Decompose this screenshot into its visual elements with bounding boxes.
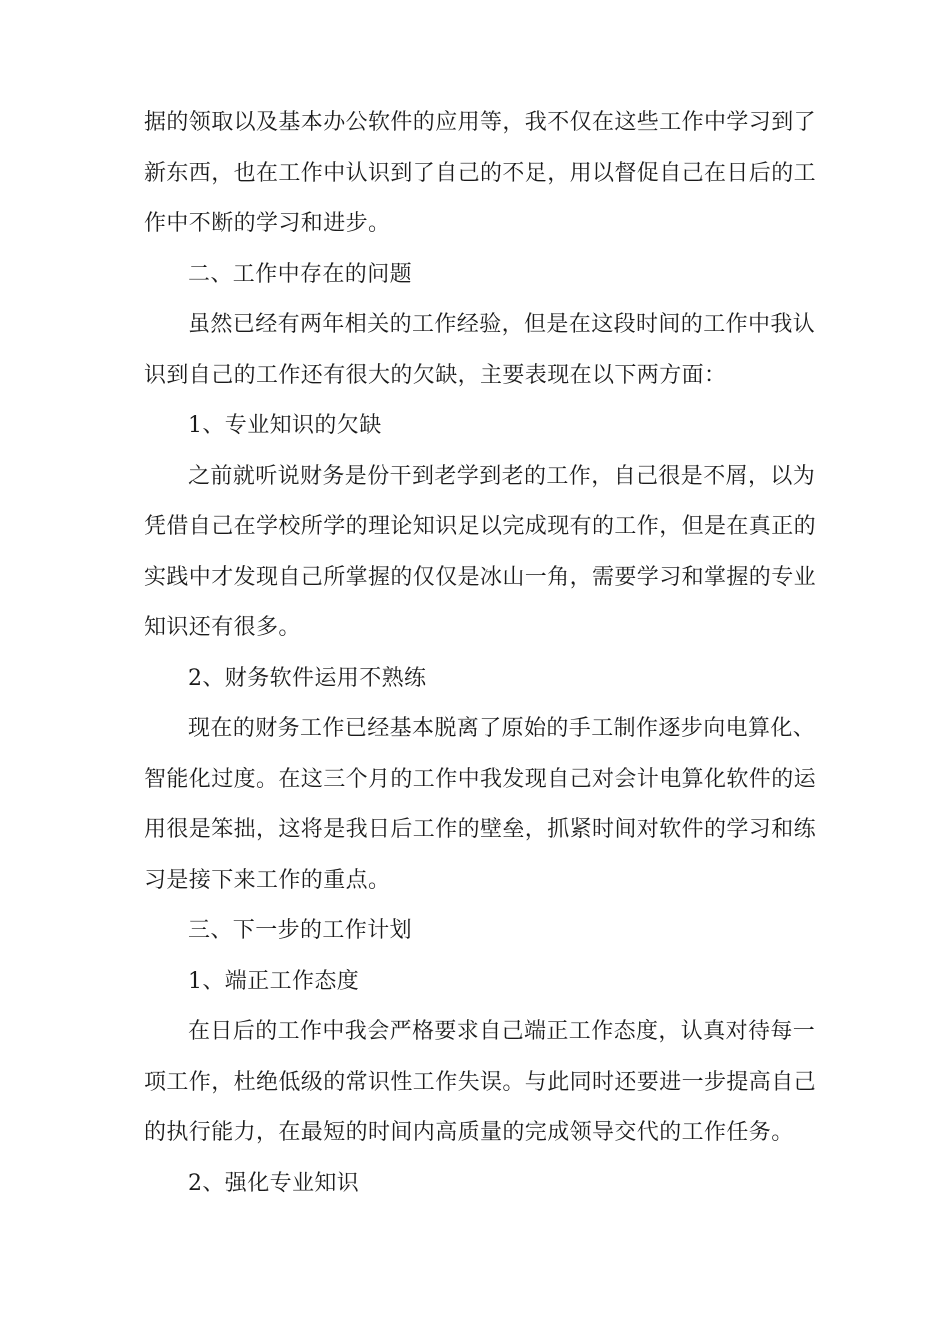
paragraph-line: 凭借自己在学校所学的理论知识足以完成现有的工作，但是在真正的 bbox=[144, 514, 817, 539]
paragraph-line: 知识还有很多。 bbox=[144, 615, 301, 640]
paragraph-line: 据的领取以及基本办公软件的应用等，我不仅在这些工作中学习到了 bbox=[144, 110, 817, 135]
subsection-heading: 1、专业知识的欠缺 bbox=[188, 413, 382, 438]
section-heading: 三、下一步的工作计划 bbox=[188, 918, 413, 943]
paragraph-line: 实践中才发现自己所掌握的仅仅是冰山一角，需要学习和掌握的专业 bbox=[144, 564, 817, 590]
paragraph-line: 新东西，也在工作中认识到了自己的不足，用以督促自己在日后的工 bbox=[144, 160, 817, 186]
paragraph-line: 在日后的工作中我会严格要求自己端正工作态度，认真对待每一 bbox=[188, 1019, 816, 1044]
paragraph-line: 用很是笨拙，这将是我日后工作的壁垒，抓紧时间对软件的学习和练 bbox=[144, 817, 817, 842]
paragraph-line: 虽然已经有两年相关的工作经验，但是在这段时间的工作中我认 bbox=[188, 312, 816, 337]
paragraph-line: 之前就听说财务是份干到老学到老的工作，自己很是不屑，以为 bbox=[188, 463, 816, 489]
paragraph-line: 智能化过度。在这三个月的工作中我发现自己对会计电算化软件的运 bbox=[144, 766, 817, 792]
paragraph-line: 识到自己的工作还有很大的欠缺，主要表现在以下两方面： bbox=[144, 362, 727, 388]
paragraph-line: 习是接下来工作的重点。 bbox=[144, 867, 391, 893]
paragraph-line: 现在的财务工作已经基本脱离了原始的手工制作逐步向电算化、 bbox=[188, 716, 816, 741]
paragraph-line: 项工作，杜绝低级的常识性工作失误。与此同时还要进一步提高自己 bbox=[144, 1069, 817, 1095]
subsection-heading: 1、端正工作态度 bbox=[188, 968, 360, 994]
paragraph-line: 作中不断的学习和进步。 bbox=[144, 211, 391, 236]
document-body bbox=[144, 98, 817, 1209]
section-heading: 二、工作中存在的问题 bbox=[188, 261, 413, 287]
paragraph-line: 的执行能力，在最短的时间内高质量的完成领导交代的工作任务。 bbox=[144, 1120, 794, 1145]
subsection-heading: 2、财务软件运用不熟练 bbox=[188, 665, 427, 691]
subsection-heading: 2、强化专业知识 bbox=[188, 1170, 360, 1196]
